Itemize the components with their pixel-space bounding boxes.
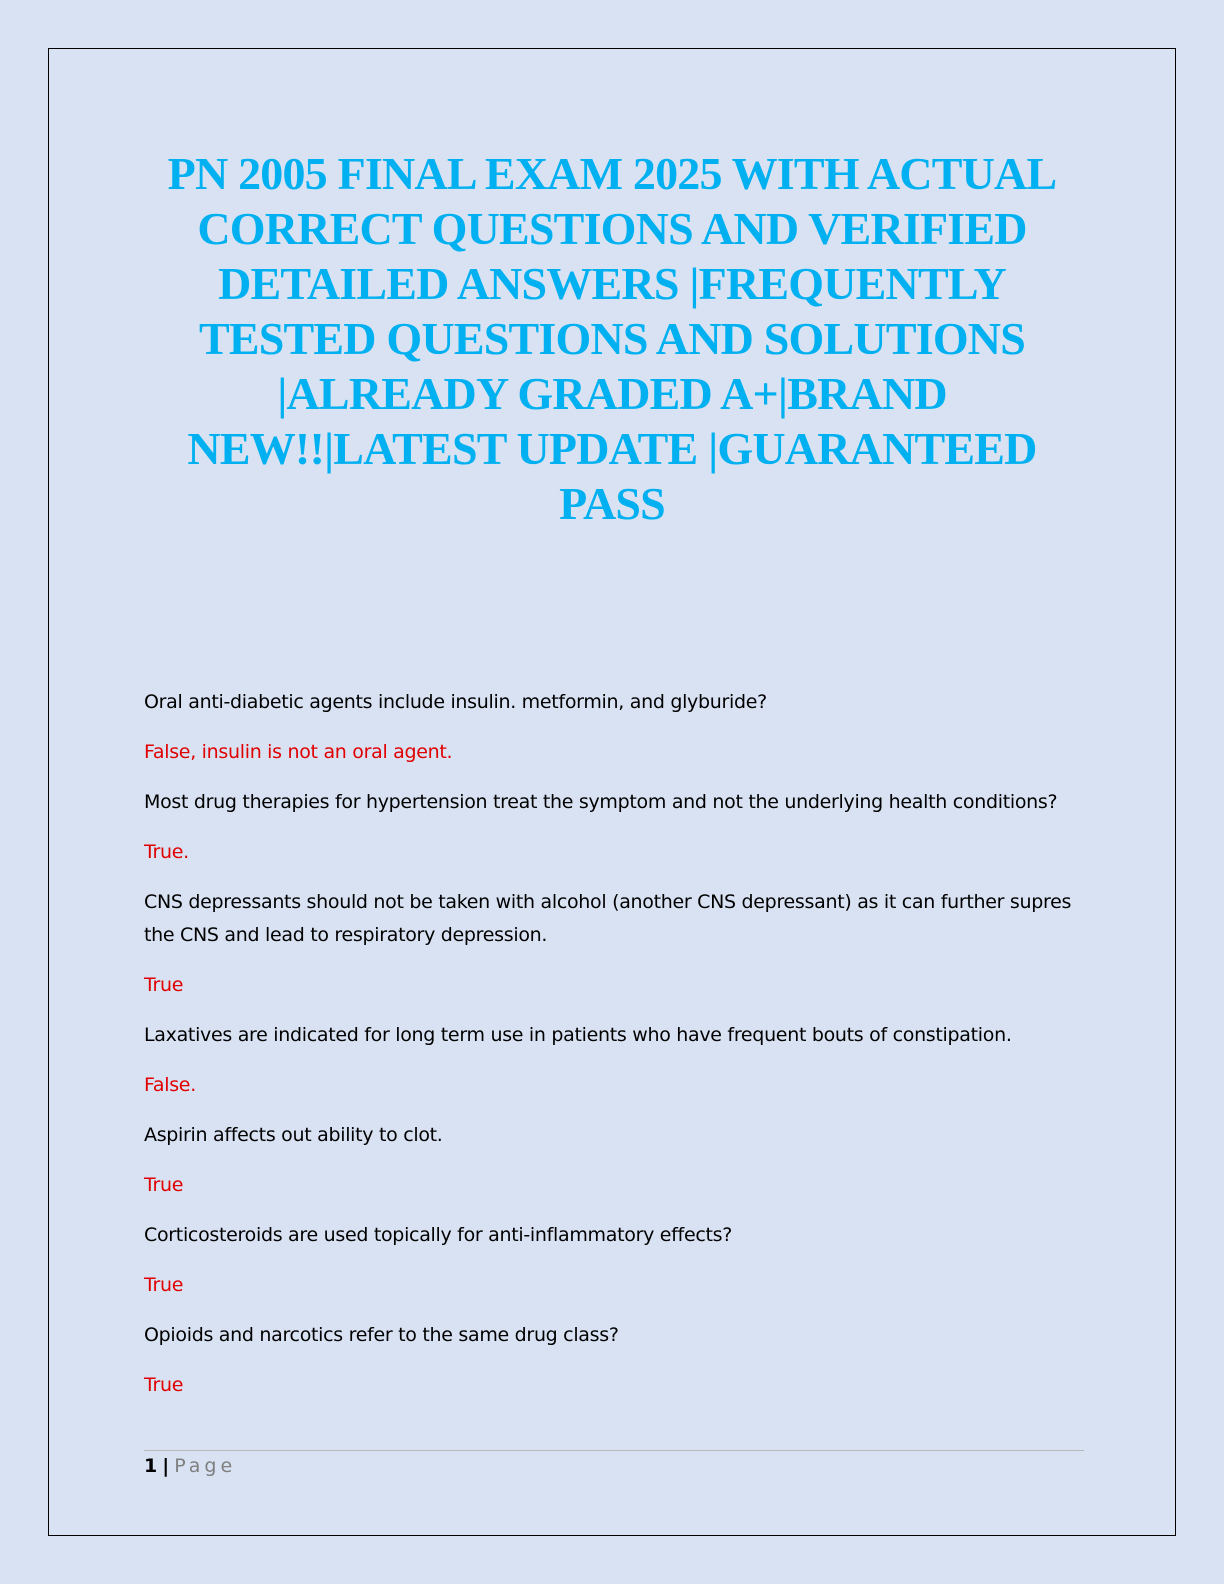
question-7: Opioids and narcotics refer to the same drug class?: [144, 1324, 619, 1346]
page-number: 1: [144, 1455, 158, 1477]
page-footer: [144, 1454, 236, 1478]
answer-2: True.: [144, 841, 189, 863]
answer-4: False.: [144, 1074, 196, 1096]
qa-list: [144, 686, 1084, 1419]
footer-separator: |: [162, 1455, 170, 1477]
question-4: Laxatives are indicated for long term use in patients who have frequent bouts of constipation.: [144, 1024, 1012, 1046]
question-5: Aspirin affects out ability to clot.: [144, 1124, 443, 1146]
question-3: CNS depressants should not be taken with alcohol (another CNS depressant) as it can further supres the CNS and lead to respiratory depression.: [144, 891, 1072, 946]
answer-6: True: [144, 1274, 184, 1296]
page-label: Page: [174, 1455, 237, 1477]
answer-1: False, insulin is not an oral agent.: [144, 741, 453, 763]
answer-3: True: [144, 974, 184, 996]
document-title: PN 2005 FINAL EXAM 2025 WITH ACTUAL CORRECT QUESTIONS AND VERIFIED DETAILED ANSWERS |FREQUENTLY TESTED QUESTIONS AND SOLUTIONS |ALREADY GRADED A+|BRAND NEW!!|LATEST UPDATE |GUARANTEED PASS: [167, 148, 1057, 529]
answer-5: True: [144, 1174, 184, 1196]
answer-7: True: [144, 1374, 184, 1396]
question-2: Most drug therapies for hypertension treat the symptom and not the underlying health conditions?: [144, 791, 1058, 813]
footer-divider: [144, 1450, 1084, 1451]
question-1: Oral anti-diabetic agents include insulin. metformin, and glyburide?: [144, 691, 767, 713]
question-6: Corticosteroids are used topically for anti-inflammatory effects?: [144, 1224, 733, 1246]
